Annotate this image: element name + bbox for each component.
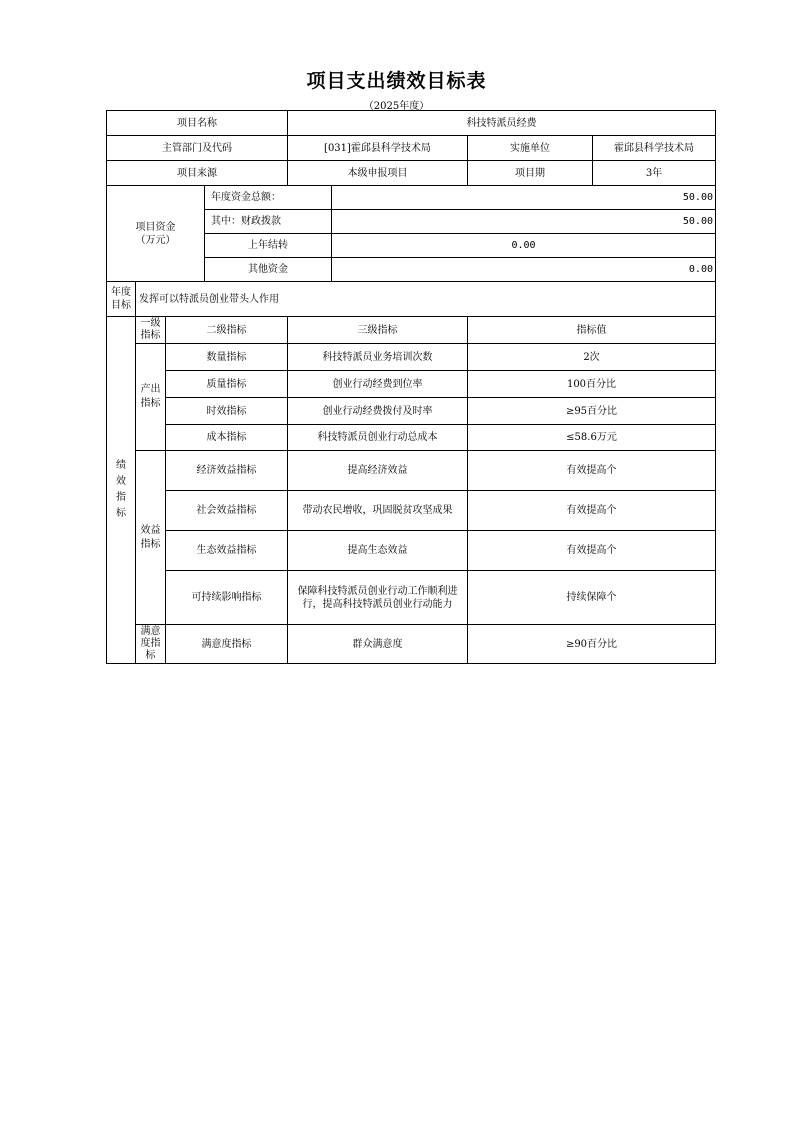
level3-cell: 科技特派员创业行动总成本 — [288, 425, 468, 451]
output-indicator-label-text: 产出指标 — [140, 384, 161, 409]
indicator-header-row — [107, 317, 716, 344]
row-source — [107, 161, 716, 186]
fund-total-label: 年度资金总额： — [205, 186, 332, 210]
source-label: 项目来源 — [107, 161, 288, 186]
satisfaction-indicator-label-text: 满意度指标 — [140, 626, 161, 661]
level2-cell: 社会效益指标 — [166, 491, 288, 531]
table-row — [107, 344, 716, 371]
header-level2: 二级指标 — [166, 317, 288, 344]
table-row — [107, 571, 716, 625]
header-level1-text: 一级指标 — [140, 318, 161, 341]
page-title: 项目支出绩效目标表 — [306, 70, 487, 92]
annual-goal-label — [107, 282, 136, 317]
value-cell: ≤58.6万元 — [468, 425, 716, 451]
fund-other-label: 其他资金 — [205, 258, 332, 282]
value-cell: 100百分比 — [468, 371, 716, 398]
table-row — [107, 371, 716, 398]
level2-cell: 满意度指标 — [166, 625, 288, 664]
period-label: 项目期 — [468, 161, 593, 185]
output-indicator-label — [136, 344, 166, 451]
header-level3: 三级指标 — [288, 317, 468, 344]
level2-cell: 经济效益指标 — [166, 451, 288, 491]
level3-cell: 科技特派员业务培训次数 — [288, 344, 468, 371]
level2-cell: 可持续影响指标 — [166, 571, 288, 625]
table-row — [107, 491, 716, 531]
header-level1 — [136, 317, 166, 344]
level3-cell: 创业行动经费到位率 — [288, 371, 468, 398]
value-cell: ≥95百分比 — [468, 398, 716, 425]
fund-carryover-value: 0.00 — [332, 234, 716, 258]
satisfaction-indicator-label — [136, 625, 166, 664]
fund-fiscal-value: 50.00 — [332, 210, 716, 234]
table-row — [107, 398, 716, 425]
annual-goal-label-line1: 年度 — [111, 287, 131, 298]
annual-goal-text: 发挥可以特派员创业带头人作用 — [136, 282, 716, 317]
level3-cell: 创业行动经费拨付及时率 — [288, 398, 468, 425]
level2-cell: 数量指标 — [166, 344, 288, 371]
fund-label — [107, 186, 205, 282]
level2-cell: 时效指标 — [166, 398, 288, 425]
perf-indicator-label — [107, 317, 136, 664]
fund-total-value: 50.00 — [332, 186, 716, 210]
fund-row — [107, 186, 716, 210]
value-cell: 2次 — [468, 344, 716, 371]
value-cell: 有效提高个 — [468, 451, 716, 491]
fund-fiscal-label: 其中：财政拨款 — [205, 210, 332, 234]
fund-other-value: 0.00 — [332, 258, 716, 282]
project-name-label: 项目名称 — [107, 111, 288, 136]
fund-carryover-label: 上年结转 — [205, 234, 332, 258]
table-row — [107, 451, 716, 491]
level3-cell: 群众满意度 — [288, 625, 468, 664]
value-cell: 有效提高个 — [468, 531, 716, 571]
annual-goal-label-line2: 目标 — [111, 300, 131, 311]
row-annual-goal — [107, 282, 716, 317]
value-cell: ≥90百分比 — [468, 625, 716, 664]
perf-indicator-label-text: 绩效指标 — [116, 460, 126, 519]
impl-unit-cell — [468, 136, 716, 161]
level2-cell: 成本指标 — [166, 425, 288, 451]
year-label: （2025年度） — [363, 101, 430, 112]
benefit-indicator-label — [136, 451, 166, 625]
project-name-value: 科技特派员经费 — [288, 111, 716, 136]
level2-cell: 生态效益指标 — [166, 531, 288, 571]
value-cell: 有效提高个 — [468, 491, 716, 531]
row-project-name — [107, 111, 716, 136]
table-row — [107, 625, 716, 664]
source-value: 本级申报项目 — [288, 161, 468, 186]
value-cell: 持续保障个 — [468, 571, 716, 625]
benefit-indicator-label-text: 效益指标 — [140, 524, 161, 550]
dept-label: 主管部门及代码 — [107, 136, 288, 161]
level3-cell: 提高经济效益 — [288, 451, 468, 491]
period-cell — [468, 161, 716, 186]
impl-value: 霍邱县科学技术局 — [614, 142, 694, 154]
dept-value: [031]霍邱县科学技术局 — [288, 136, 468, 161]
fund-label-line1: 项目资金 — [135, 221, 176, 233]
row-department — [107, 136, 716, 161]
fund-label-line2: （万元） — [135, 234, 176, 246]
level3-cell: 保障科技特派员创业行动工作顺利进行，提高科技特派员创业行动能力 — [288, 571, 468, 625]
table-row — [107, 531, 716, 571]
table-row — [107, 425, 716, 451]
level3-cell: 带动农民增收，巩固脱贫攻坚成果 — [288, 491, 468, 531]
impl-label: 实施单位 — [468, 136, 593, 160]
header-value: 指标值 — [468, 317, 716, 344]
period-value: 3年 — [645, 167, 663, 179]
level3-cell: 提高生态效益 — [288, 531, 468, 571]
level2-cell: 质量指标 — [166, 371, 288, 398]
performance-target-table — [106, 110, 716, 664]
